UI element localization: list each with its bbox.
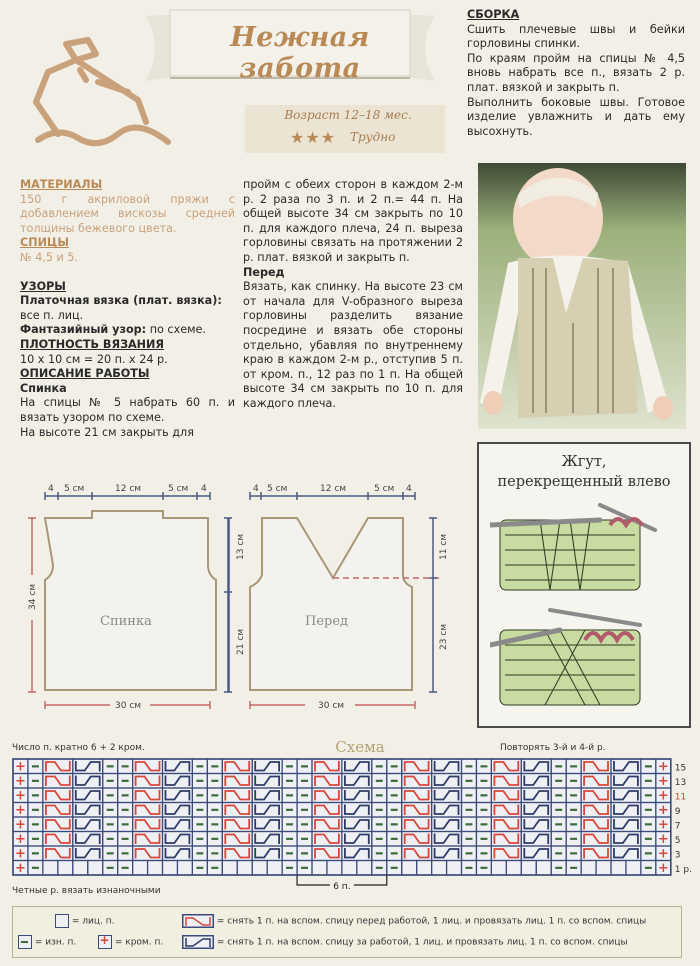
cable-title-line-1: Жгут, (561, 454, 607, 470)
cable-title (477, 452, 691, 492)
knitting-chart-grid (12, 758, 700, 893)
purl-mark (570, 765, 577, 767)
row-number-label: 7 (674, 821, 681, 832)
purl-mark (466, 838, 473, 840)
legend-edge (98, 935, 163, 949)
purl-mark (376, 780, 383, 782)
difficulty-label: Трудно (350, 130, 396, 144)
knit-symbol-icon (55, 914, 69, 928)
front-dim-right-edge: 4 (406, 484, 412, 494)
cable-illustration-bottom (490, 610, 640, 705)
chart-note-stitch-multiple: Число п. кратно 6 + 2 кром. (12, 743, 145, 753)
purl-mark (196, 765, 203, 767)
purl-mark (301, 780, 308, 782)
legend-knit (55, 914, 114, 928)
purl-mark (122, 780, 129, 782)
purl-mark (107, 867, 114, 869)
edge-mark: + (15, 817, 26, 833)
repeat-bracket-label: 6 п. (333, 882, 351, 892)
purl-mark (480, 809, 487, 811)
row-number-label: 15 (674, 763, 687, 774)
cross-back-symbol-icon (182, 935, 214, 949)
edge-mark: + (15, 774, 26, 789)
fancy-text: по схеме. (149, 323, 206, 337)
purl-mark (645, 809, 652, 811)
cable-title-line-2: перекрещенный влево (497, 474, 671, 490)
purl-mark (480, 765, 487, 767)
purl-mark (301, 794, 308, 796)
purl-mark (286, 867, 293, 869)
row-number-label: 1 р. (674, 865, 692, 875)
purl-mark (466, 794, 473, 796)
purl-mark (211, 780, 218, 782)
chart-note-repeat: Повторять 3-й и 4-й р. (500, 743, 606, 753)
purl-mark (301, 867, 308, 869)
purl-mark (391, 867, 398, 869)
purl-mark (122, 867, 129, 869)
purl-mark (122, 794, 129, 796)
back-armhole-label: 13 см (236, 533, 246, 560)
assembly-text-3: Выполнить боковые швы. Готовое изделие увлажнить и дать ему высохнуть. (467, 95, 685, 138)
purl-mark (466, 809, 473, 811)
legend-purl (18, 935, 76, 949)
purl-mark (466, 852, 473, 854)
cable-stitch-illustration (490, 500, 670, 710)
purl-mark (32, 780, 39, 782)
front-right-lower-label: 23 см (439, 623, 449, 650)
materials-column (20, 178, 235, 440)
back-dim-neck: 12 см (115, 484, 142, 494)
purl-mark (376, 838, 383, 840)
purl-mark (376, 867, 383, 869)
edge-mark: + (657, 861, 669, 876)
purl-mark (301, 765, 308, 767)
purl-mark (480, 867, 487, 869)
legend-cross-front-text: = снять 1 п. на вспом. спицу перед работой, 1 лиц. и провязать лиц. 1 п. со вспом. спицы (216, 916, 647, 927)
purl-mark (570, 780, 577, 782)
purl-mark (122, 809, 129, 811)
needles-heading: СПИЦЫ (20, 236, 69, 250)
purl-mark (286, 852, 293, 854)
back-piece-label: Спинка (100, 614, 152, 629)
row-number-label: 9 (674, 807, 681, 817)
purl-mark (570, 809, 577, 811)
row-number-label: 5 (674, 836, 681, 846)
purl-mark (211, 794, 218, 796)
purl-mark (570, 852, 577, 854)
back-dim-left-edge: 4 (48, 484, 54, 494)
assembly-heading: СБОРКА (467, 8, 520, 21)
purl-mark (211, 809, 218, 811)
back-outline (45, 511, 216, 690)
gauge-heading: ПЛОТНОСТЬ ВЯЗАНИЯ (20, 337, 165, 351)
legend-knit-text: = лиц. п. (71, 916, 115, 927)
garter-label: Платочная вязка (плат. вязка): (20, 294, 222, 308)
edge-mark: + (15, 846, 26, 862)
legend-edge-text: = кром. п. (114, 937, 164, 948)
purl-mark (107, 823, 114, 825)
purl-mark (555, 794, 562, 796)
edge-mark: + (15, 759, 26, 775)
purl-mark (107, 794, 114, 796)
row-number-label: 3 (674, 850, 681, 861)
purl-mark (301, 823, 308, 825)
purl-mark (32, 823, 39, 825)
purl-mark (645, 852, 652, 854)
purl-mark (211, 852, 218, 854)
purl-mark (286, 765, 293, 767)
purl-mark (286, 823, 293, 825)
legend-purl-text: = изн. п. (34, 937, 77, 948)
purl-mark (107, 765, 114, 767)
baby-vest-photo (478, 163, 686, 429)
back-dim-right-edge: 4 (201, 484, 207, 494)
legend-cross-back-text: = снять 1 п. на вспом. спицу за работой, 1 лиц. и провязать лиц. 1 п. со вспом. спицы (216, 937, 628, 948)
back-dim-left-shoulder: 5 см (64, 484, 85, 494)
purl-mark (645, 838, 652, 840)
purl-mark (32, 809, 39, 811)
back-heading: Спинка (20, 381, 67, 395)
back-continued-text: пройм с обеих сторон в каждом 2-м р. 2 раза по 3 п. и 2 п.= 44 п. На общей высоте 34 см закрыть по 10 п. для каждого плеча, 24 п. выреза горловины связать на протяжении 2 р. плат. вязкой и закрыть п. (243, 178, 463, 264)
edge-mark: + (15, 788, 26, 804)
difficulty-stars-icon: ★★★ (290, 128, 337, 147)
purl-mark (196, 867, 203, 869)
edge-mark: + (657, 774, 669, 789)
edge-mark: + (657, 832, 669, 847)
purl-mark (211, 838, 218, 840)
purl-mark (376, 809, 383, 811)
purl-mark (466, 765, 473, 767)
purl-mark (32, 765, 39, 767)
purl-mark (466, 823, 473, 825)
purl-mark (480, 852, 487, 854)
front-dim-left-edge: 4 (253, 484, 259, 494)
purl-mark (32, 852, 39, 854)
cross-front-symbol-icon (182, 914, 214, 928)
purl-mark (107, 809, 114, 811)
purl-mark (107, 780, 114, 782)
purl-mark (391, 823, 398, 825)
instructions-column (243, 178, 463, 412)
purl-mark (391, 780, 398, 782)
patterns-heading: УЗОРЫ (20, 279, 66, 293)
chart-title: Схема (335, 738, 385, 756)
legend-cross-back (182, 935, 628, 949)
purl-mark (107, 838, 114, 840)
purl-mark (196, 780, 203, 782)
purl-mark (376, 852, 383, 854)
purl-mark (391, 765, 398, 767)
purl-mark (376, 823, 383, 825)
front-dim-left-shoulder: 5 см (267, 484, 288, 494)
purl-mark (645, 794, 652, 796)
front-dim-neck: 12 см (320, 484, 347, 494)
purl-mark (122, 823, 129, 825)
purl-mark (211, 867, 218, 869)
purl-mark (376, 765, 383, 767)
purl-mark (286, 809, 293, 811)
back-schematic (28, 484, 246, 711)
needles-text: № 4,5 и 5. (20, 250, 79, 264)
purl-mark (570, 823, 577, 825)
edge-mark: + (15, 803, 26, 818)
purl-mark (301, 809, 308, 811)
purl-mark (196, 852, 203, 854)
back-text-2: На высоте 21 см закрыть для (20, 425, 194, 439)
purl-mark (211, 765, 218, 767)
front-piece-label: Перед (305, 614, 349, 629)
garment-schematics (0, 475, 470, 720)
purl-mark (122, 852, 129, 854)
purl-mark (480, 780, 487, 782)
purl-mark (391, 794, 398, 796)
gauge-text: 10 х 10 см = 20 п. х 24 р. (20, 352, 168, 366)
front-schematic (229, 484, 449, 711)
front-text: Вязать, как спинку. На высоте 23 см от начала для V-образного выреза горловины разделить вязание посредине и вязать обе стороны отдельно, убавляя по внутреннему краю в каждом 2-м р., отступив 5 п. от кром. п., 12 раз по 1 п. На общей высоте 34 см закрыть по 10 п. для каждого плеча. (243, 280, 463, 410)
purl-mark (466, 780, 473, 782)
purl-mark (196, 823, 203, 825)
purl-mark (480, 794, 487, 796)
edge-mark: + (657, 788, 669, 804)
purl-mark (122, 838, 129, 840)
purl-mark (286, 780, 293, 782)
row-number-label: 13 (674, 778, 687, 788)
edge-mark: + (657, 759, 669, 775)
back-height-label: 34 см (28, 583, 38, 610)
assembly-text-1: Сшить плечевые швы и бейки горловины спинки. (467, 22, 685, 51)
back-width-label: 30 см (115, 701, 142, 711)
row-number-label: 11 (674, 792, 687, 803)
front-width-label: 30 см (318, 701, 345, 711)
purl-mark (32, 867, 39, 869)
edge-mark: + (657, 846, 669, 862)
cable-illustration-top (490, 505, 655, 590)
purl-mark (480, 823, 487, 825)
purl-mark (480, 838, 487, 840)
purl-mark (32, 838, 39, 840)
garter-text: все п. лиц. (20, 308, 84, 322)
chart-note-even-rows: Четные р. вязать изнаночными (12, 886, 161, 896)
purl-mark (301, 838, 308, 840)
purl-mark (376, 794, 383, 796)
purl-mark (555, 838, 562, 840)
back-text-1: На спицы № 5 набрать 60 п. и вязать узором по схеме. (20, 396, 235, 424)
materials-text: 150 г акриловой пряжи с добавлением вискозы средней толщины бежевого цвета. (20, 192, 235, 235)
purl-mark (570, 838, 577, 840)
purl-mark (645, 867, 652, 869)
purl-mark (570, 794, 577, 796)
front-dim-right-shoulder: 5 см (374, 484, 395, 494)
edge-symbol-icon: + (98, 935, 112, 949)
purl-mark (391, 852, 398, 854)
back-dim-right-shoulder: 5 см (168, 484, 189, 494)
purl-mark (645, 780, 652, 782)
purl-mark (196, 838, 203, 840)
assembly-section (467, 8, 685, 139)
page-title: Нежная забота (230, 22, 370, 84)
purl-mark (286, 838, 293, 840)
fancy-label: Фантазийный узор: (20, 323, 147, 337)
front-right-upper-label: 11 см (439, 533, 449, 560)
materials-section (20, 178, 235, 266)
purl-mark (122, 765, 129, 767)
materials-heading: МАТЕРИАЛЫ (20, 178, 103, 191)
front-outline (250, 518, 412, 690)
purl-mark (391, 838, 398, 840)
purl-mark (391, 809, 398, 811)
front-heading: Перед (243, 265, 285, 279)
purl-symbol-icon (18, 935, 32, 949)
legend-cross-front (182, 914, 646, 928)
purl-mark (555, 809, 562, 811)
edge-mark: + (657, 803, 669, 818)
purl-mark (555, 823, 562, 825)
purl-mark (107, 852, 114, 854)
edge-mark: + (15, 832, 26, 847)
assembly-text-2: По краям пройм на спицы № 4,5 вновь набрать все п., вязать 2 р. плат. вязкой и закрыть п. (467, 51, 685, 94)
purl-mark (555, 780, 562, 782)
purl-mark (570, 867, 577, 869)
purl-mark (196, 809, 203, 811)
edge-mark: + (657, 817, 669, 833)
work-heading: ОПИСАНИЕ РАБОТЫ (20, 367, 150, 381)
purl-mark (555, 765, 562, 767)
purl-mark (645, 765, 652, 767)
purl-mark (286, 794, 293, 796)
purl-mark (466, 867, 473, 869)
purl-mark (555, 867, 562, 869)
purl-mark (211, 823, 218, 825)
purl-mark (196, 794, 203, 796)
age-label: Возраст 12–18 мес. (284, 108, 412, 122)
purl-mark (555, 852, 562, 854)
edge-mark: + (15, 861, 26, 876)
purl-mark (32, 794, 39, 796)
purl-mark (645, 823, 652, 825)
back-lower-label: 21 см (236, 628, 246, 655)
purl-mark (301, 852, 308, 854)
